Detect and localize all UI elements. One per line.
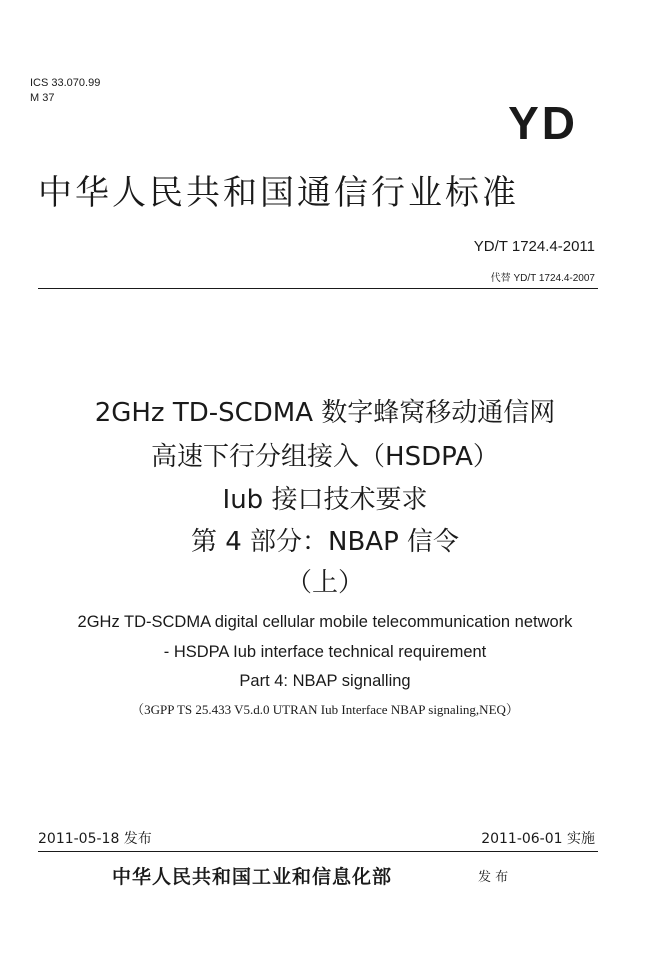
header-divider bbox=[38, 288, 598, 289]
ccs-code: M 37 bbox=[30, 92, 55, 104]
footer-divider bbox=[38, 851, 598, 852]
replaces-standard: 代替 YD/T 1724.4-2007 bbox=[490, 273, 595, 284]
title-en-line-1: 2GHz TD-SCDMA digital cellular mobile telecommunication network bbox=[77, 613, 573, 631]
title-cn-line-4: 第 4 部分：NBAP 信令 bbox=[190, 527, 460, 557]
publish-date: 2011-05-18 发布 bbox=[38, 831, 152, 847]
implement-date: 2011-06-01 实施 bbox=[481, 831, 595, 847]
title-cn-line-2: 高速下行分组接入（HSDPA） bbox=[151, 442, 499, 472]
issue-word: 发 布 bbox=[478, 870, 509, 885]
title-en-line-2: - HSDPA Iub interface technical requirement bbox=[163, 643, 487, 661]
yd-logo: YD bbox=[508, 97, 578, 149]
title-en-line-3: Part 4: NBAP signalling bbox=[239, 672, 411, 690]
standard-category: 中华人民共和国通信行业标准 bbox=[38, 173, 519, 213]
ics-code: ICS 33.070.99 bbox=[30, 77, 101, 89]
title-cn-line-3: Iub 接口技术要求 bbox=[222, 485, 428, 515]
classification-codes bbox=[30, 76, 100, 106]
standard-number: YD/T 1724.4-2011 bbox=[473, 238, 595, 255]
title-cn-line-5: （上） bbox=[285, 568, 364, 598]
title-cn-line-1: 2GHz TD-SCDMA 数字蜂窝移动通信网 bbox=[94, 398, 556, 428]
issuing-authority: 中华人民共和国工业和信息化部 bbox=[112, 866, 393, 888]
adoption-note: （3GPP TS 25.433 V5.d.0 UTRAN Iub Interface NBAP signaling,NEQ） bbox=[131, 702, 519, 717]
